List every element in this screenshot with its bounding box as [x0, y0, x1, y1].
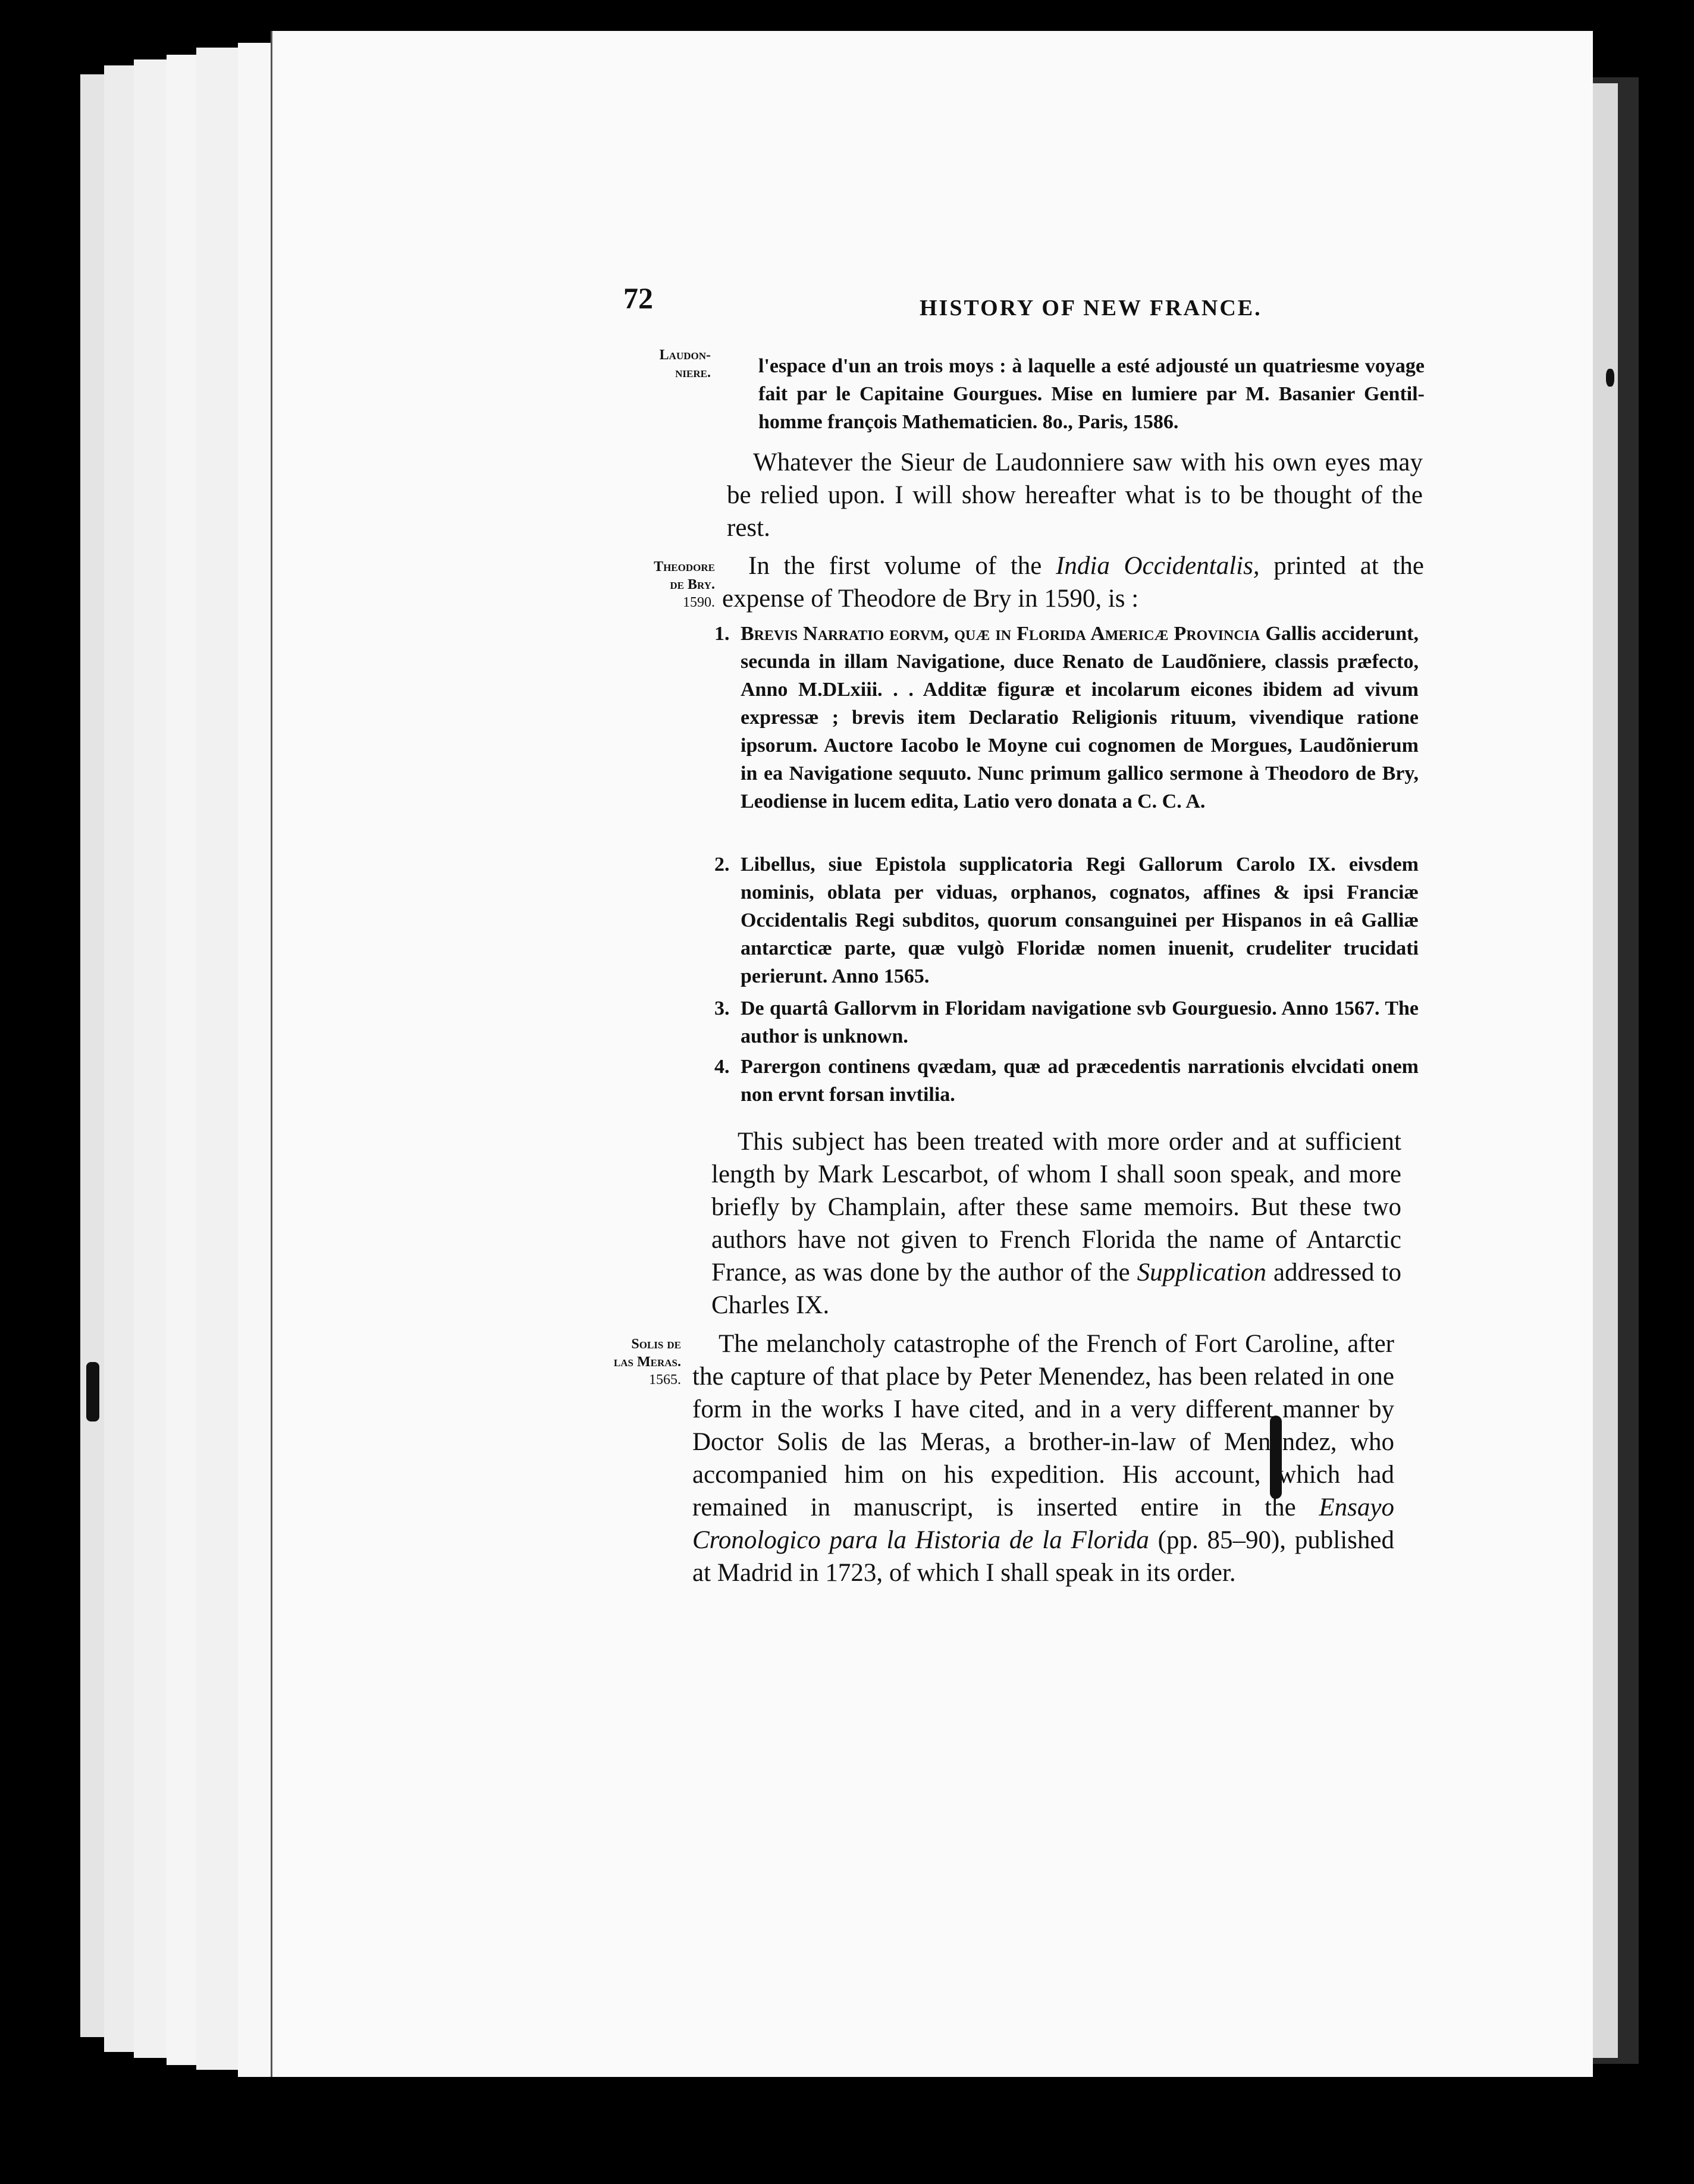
list-item [714, 851, 1419, 990]
item-number: 3. [714, 997, 730, 1019]
item-number: 2. [714, 853, 730, 876]
scan-mark [1606, 369, 1614, 387]
book-title: Supplication [1137, 1259, 1267, 1286]
citation-continuation: l'espace d'un an trois moys : à laquelle a esté adjousté un quatriesme voyage fait par le Capitaine Gourgues. Mise en lumiere par M. Basanier Gentil-homme françois Mathematicien. 8o., Paris, 1586. [758, 355, 1425, 433]
item-text: Parergon continens qvædam, quæ ad præcedentis narrationis elvcidati onem non ervnt forsan invtilia. [741, 1056, 1419, 1106]
page-number: 72 [623, 281, 653, 315]
text-segment: This subject has been treated with more order and at sufficient length by Mark Lescarbot, of whom I shall soon speak, and more briefly by Champlain, after these same memoirs. But these two authors have not given to French Florida the name of Antarctic France, as was done by the author of the [711, 1128, 1401, 1286]
paragraph-subject [711, 1125, 1401, 1322]
margin-note-line: las Meras. [613, 1354, 681, 1370]
margin-note-line: Solis de [631, 1336, 681, 1352]
text-segment: printed at the expense of Theodore de Bry in 1590, is : [722, 552, 1424, 613]
paragraph-solis [692, 1328, 1394, 1589]
book-title: Ensayo Cronologico para la Historia de la Florida [692, 1493, 1394, 1554]
item-number: 4. [714, 1056, 730, 1078]
item-text: Gallis acciderunt, secunda in illam Navigatione, duce Renato de Laudõniere, classis præfecto, Anno M.DLxiii. . . Additæ figuræ et incolarum eicones ibidem ad vivum expressæ ; brevis item Declaratio Religionis rituum, vivendique ratione ipsorum. Auctore Iacobo le Moyne cui cognomen de Morgues, Laudõnierum in ea Navigatione sequuto. Nunc primum gallico sermone à Theodoro de Bry, Leodiense in lucem edita, Latio vero donata a C. C. A. [741, 623, 1419, 812]
list-item [714, 620, 1419, 815]
margin-note-line: niere. [675, 365, 711, 381]
margin-note-line: Laudon- [659, 347, 711, 363]
running-title: HISTORY OF NEW FRANCE. [920, 296, 1262, 321]
margin-note-laudonniere [619, 346, 711, 382]
margin-note-solis [571, 1335, 681, 1389]
item-text: Libellus, siue Epistola supplicatoria Regi Gallorum Carolo IX. eivsdem nominis, oblata per viduas, orphanos, cognatos, affines & ipsi Franciæ Occidentalis Regi subditos, quorum consanguinei per Hispanos in eâ Galliæ antarcticæ parte, quæ vulgò Floridæ nomen inuenit, crudeliter trucidati perierunt. Anno 1565. [741, 853, 1419, 987]
paragraph-debry [722, 550, 1424, 615]
text-segment: addressed to Charles IX. [711, 1259, 1401, 1319]
list-item [714, 1053, 1419, 1109]
text-segment: In the first volume of the [748, 552, 1056, 580]
margin-note-theodore [613, 558, 715, 611]
margin-note-line: 1565. [649, 1372, 681, 1388]
text-segment: (pp. 85–90), published at Madrid in 1723, of which I shall speak in its order. [692, 1526, 1395, 1587]
book-title: India Occidentalis, [1056, 552, 1260, 580]
scan-mark [86, 1362, 99, 1422]
paragraph-whatever: Whatever the Sieur de Laudonniere saw with his own eyes may be relied upon. I will show hereafter what is to be thought of the rest. [727, 448, 1423, 542]
item-text: De quartâ Gallorvm in Floridam navigatione svb Gourguesio. Anno 1567. The author is unknown. [741, 997, 1419, 1047]
item-lead: Brevis Narratio eorvm, quæ in Florida Americæ Provincia [741, 623, 1260, 645]
list-item [714, 994, 1419, 1050]
margin-note-line: Theodore [654, 559, 715, 575]
text-segment: The melancholy catastrophe of the French of Fort Caroline, after the capture of that place by Peter Menendez, has been related in one form in the works I have cited, and in a very different manner by Doctor Solis de las Meras, a brother-in-law of Menendez, who accompanied him on his expedition. His account, which had remained in manuscript, is inserted entire in the [692, 1330, 1394, 1521]
margin-note-line: de Bry. [670, 577, 715, 592]
item-number: 1. [714, 623, 730, 645]
margin-note-line: 1590. [683, 595, 715, 610]
